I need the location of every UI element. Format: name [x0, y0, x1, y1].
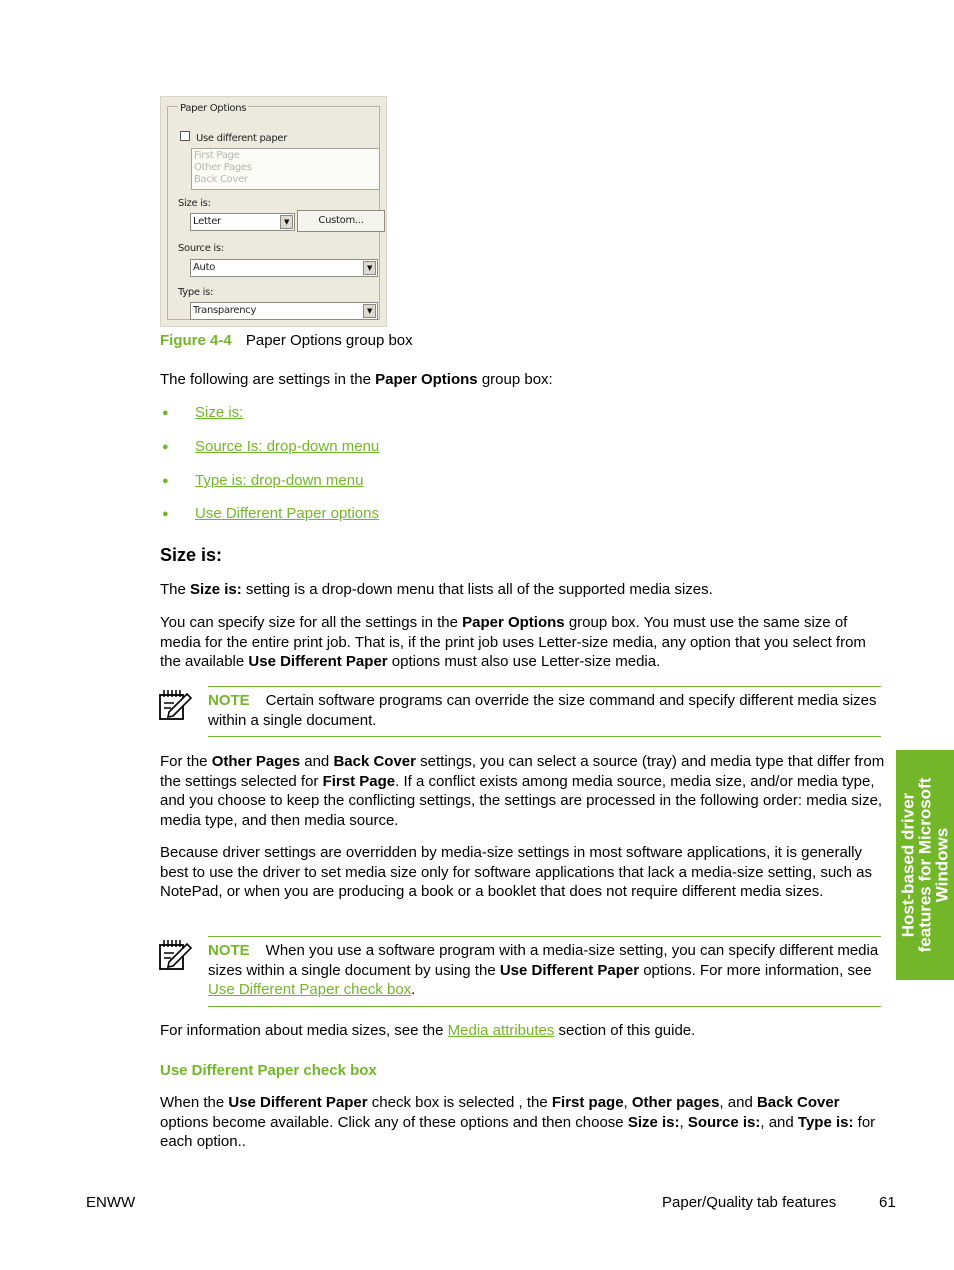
note-box — [208, 686, 881, 737]
type-value: Transparency — [193, 305, 257, 316]
list-item[interactable]: First Page — [194, 150, 240, 161]
chevron-down-icon: ▼ — [363, 304, 376, 318]
figure-number: Figure 4-4 — [160, 332, 232, 349]
paragraph-driver-settings: Because driver settings are overridden by media-size settings in most software applications, it is generally best to use the driver to set media size only for software applications that lack a media-size setting, such as NotePad, or when you are producing a book or a booklet that does not require different media sizes. — [160, 844, 873, 900]
list-item[interactable]: Back Cover — [194, 174, 248, 185]
note-text: Certain software programs can override the size command and specify different media sizes within a single document. — [208, 692, 877, 729]
subheading: Use Different Paper check box — [160, 1062, 377, 1079]
type-label: Type is: — [178, 287, 214, 298]
note-icon — [159, 688, 193, 722]
source-value: Auto — [193, 262, 216, 273]
page-number: 61 — [879, 1194, 896, 1211]
side-tab-line: Windows — [932, 827, 952, 903]
link-media-attributes[interactable]: Media attributes — [447, 1022, 555, 1039]
bullet-icon: ● — [162, 407, 169, 419]
note-icon — [159, 938, 193, 972]
bullet-icon: ● — [162, 475, 169, 487]
paragraph-other-pages: For the Other Pages and Back Cover settings, you can select a source (tray) and media type that differ from the settings selected for First Page. If a conflict exists among media source, media size, and/or media type, and you choose to keep the conflicting settings, the settings are processed in the following order: media size, media type, and then media source. — [160, 753, 885, 829]
link-type-is[interactable]: Type is: drop-down menu — [195, 472, 364, 489]
paragraph-media-sizes: For information about media sizes, see the Media attributes section of this guide. — [160, 1022, 696, 1039]
note-label: NOTE — [208, 692, 250, 709]
intro-paragraph: The following are settings in the Paper Options group box: — [160, 371, 553, 388]
bullet-icon: ● — [162, 508, 169, 520]
link-use-different-paper[interactable]: Use Different Paper options — [195, 505, 379, 522]
type-select[interactable] — [190, 302, 378, 320]
source-label: Source is: — [178, 243, 224, 254]
figure-caption — [160, 331, 413, 351]
size-value: Letter — [193, 216, 221, 227]
size-select[interactable] — [190, 213, 295, 231]
link-source-is[interactable]: Source Is: drop-down menu — [195, 438, 380, 455]
paper-options-group — [167, 103, 380, 320]
note-box: NOTE When you use a software program with a media-size setting, you can specify different media sizes within a single document by using the Use Different Paper options. For more information, see Use Different Paper check box. — [208, 936, 881, 1007]
paragraph-specify-size: You can specify size for all the settings in the Paper Options group box. You must use the same size of media for the entire print job. That is, if the print job uses Letter-size media, any option that you select from the available Use Different Paper options must also use Letter-size media. — [160, 614, 866, 670]
list-item[interactable]: Other Pages — [194, 162, 252, 173]
footer-left: ENWW — [86, 1194, 136, 1211]
size-label: Size is: — [178, 198, 211, 209]
note-label: NOTE — [208, 942, 250, 959]
link-size-is[interactable]: Size is: — [195, 404, 244, 421]
footer-section: Paper/Quality tab features — [662, 1194, 837, 1211]
checkbox-label: Use different paper — [196, 133, 288, 144]
side-tab-line: features for Microsoft — [915, 777, 935, 953]
paper-type-listbox[interactable] — [191, 148, 380, 190]
chevron-down-icon: ▼ — [280, 215, 293, 229]
bullet-icon: ● — [162, 441, 169, 453]
custom-button[interactable]: Custom... — [297, 210, 385, 232]
figure-title: Paper Options group box — [245, 332, 413, 349]
use-different-paper-checkbox[interactable] — [180, 131, 190, 141]
group-label: Paper Options — [178, 99, 248, 119]
link-use-different-paper-check-box[interactable]: Use Different Paper check box — [208, 981, 412, 998]
paper-options-screenshot — [160, 96, 387, 327]
paragraph-use-different-paper: When the Use Different Paper check box is selected , the First page, Other pages, and Back Cover options become available. Click any of these options and then choose Size is:, Source is:, and Type is: for each option.. — [160, 1094, 876, 1150]
section-heading: Size is: — [160, 545, 223, 565]
chevron-down-icon: ▼ — [363, 261, 376, 275]
chapter-side-tab — [896, 750, 954, 980]
source-select[interactable] — [190, 259, 378, 277]
paragraph-size-setting: The Size is: setting is a drop-down menu that lists all of the supported media sizes. — [160, 581, 713, 598]
side-tab-line: Host-based driver — [898, 792, 918, 938]
